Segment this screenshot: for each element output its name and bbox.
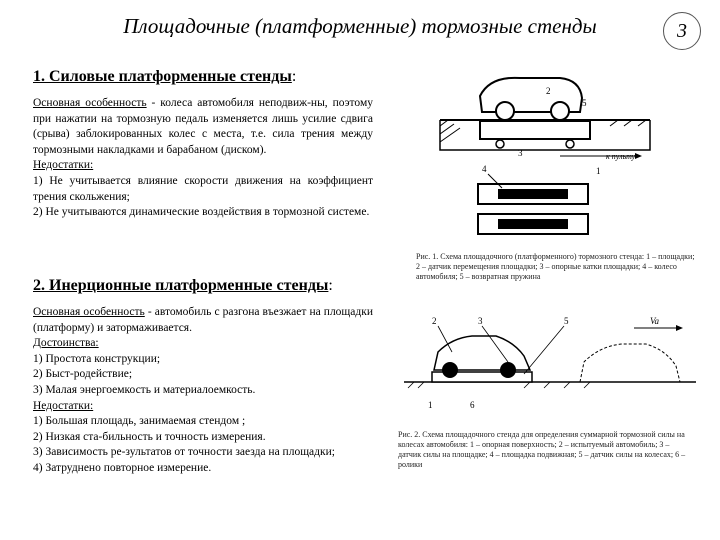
figure1-label: 3 [518, 148, 523, 158]
section1-drawbacks-label: Недостатки: [33, 159, 94, 172]
section2-drawback-item: 3) Зависимость ре-зультатов от точности заезда на площадки; [33, 446, 335, 459]
section1-drawback-item: 1) Не учитывается влияние скорости движения на коэффициент трения скольжения; [33, 174, 373, 203]
figure2-hatching [408, 382, 590, 388]
section2-advantage-item: 3) Малая энергоемкость и материалоемкость. [33, 383, 256, 396]
figure1-platform [480, 121, 590, 139]
figure1-roller-icon [496, 140, 504, 148]
section1-heading [33, 68, 296, 86]
figure2-leader-line [524, 326, 564, 374]
figure1-plan-pad [498, 189, 568, 199]
figure1-label: 4 [482, 164, 487, 174]
figure2-velocity-label: Va [650, 316, 659, 326]
section1-feature-text: - колеса автомобиля неподвиж-ны, поэтому при нажатии на тормозную педаль изменяется лишь усилие сдвига (срыва) заблокированных колес с места, т.е. сила трения между тормозными накладками и барабаном (диском). [33, 97, 373, 156]
figure2-label: 5 [564, 316, 569, 326]
section2-heading-colon: : [328, 277, 333, 294]
figure2-arrowhead [676, 325, 683, 331]
section2-advantage-item: 2) Быст-родействие; [33, 368, 133, 381]
figure2-label: 3 [478, 316, 483, 326]
section1-heading-text: 1. Силовые платформенные стенды [33, 68, 292, 85]
section2-advantage-item: 1) Простота конструкции; [33, 352, 161, 365]
section2-heading [33, 277, 333, 295]
section2-drawback-item: 2) Низкая ста-бильность и точность измерения. [33, 430, 266, 443]
figure2-wheel-icon [442, 362, 458, 378]
figure1-wheel-icon [551, 102, 569, 120]
section1-drawback-item: 2) Не учитываются динамические воздействия в тормозной системе. [33, 206, 370, 219]
section1-body [33, 96, 373, 221]
figure2-diagram [404, 312, 696, 422]
section2-feature-label: Основная особенность [33, 306, 145, 318]
figure1-label: 5 [582, 98, 587, 108]
figure1-roller-icon [566, 140, 574, 148]
section2-body [33, 305, 373, 477]
figure1-plan-pad [498, 219, 568, 229]
figure1-arrow-label: к пульту [606, 152, 636, 161]
figure2-label: 2 [432, 316, 437, 326]
page-title: Площадочные (платформенные) тормозные стенды [123, 14, 597, 38]
figure1-caption: Рис. 1. Схема площадочного (платформенного) тормозного стенда: 1 – площадки; 2 – датчик перемещения площадки; 3 – опорные катки площадки; 4 – колесо автомобиля; 5 – возвратная пружина [416, 252, 695, 281]
figure2-caption: Рис. 2. Схема площадочного стенда для определения суммарной тормозной силы на колесах автомобиля: 1 – опорная поверхность; 2 – испытуемый автомобиль; 3 – датчик силы на площадке; 4 – площадка подвижная; 5 – датчик силы на колесах; 6 – ролики [398, 430, 686, 469]
section2-feature-text: - автомобиль с разгона въезжает на площадки (платформу) и затормаживается. [33, 306, 373, 334]
figure2-label: 6 [470, 400, 475, 410]
section1-feature-label: Основная особенность [33, 97, 147, 109]
section2-advantages-label: Достоинства: [33, 337, 99, 350]
figure2-car-outline [580, 344, 680, 382]
figure1-label: 1 [596, 166, 601, 176]
figure1-wheel-icon [496, 102, 514, 120]
section2-heading-text: 2. Инерционные платформенные стенды [33, 277, 329, 294]
section1-heading-colon: : [291, 68, 297, 85]
section2-drawback-item: 1) Большая площадь, занимаемая стендом ; [33, 415, 246, 428]
figure2-wheel-icon [500, 362, 516, 378]
figure1-label: 2 [546, 86, 551, 96]
section2-drawback-item: 4) Затруднено повторное измерение. [33, 461, 212, 474]
figure1-diagram [410, 66, 682, 246]
figure2-label: 1 [428, 400, 433, 410]
section2-drawbacks-label: Недостатки: [33, 399, 94, 412]
page-number: 3 [663, 12, 701, 50]
figure1-arrowhead [635, 153, 642, 159]
